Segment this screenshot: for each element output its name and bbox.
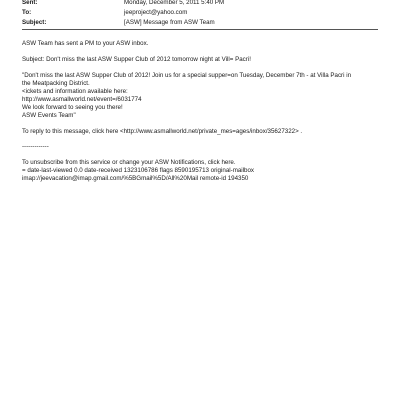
message-subject-line: Subject: Don't miss the last ASW Supper Club of 2012 tomorrow night at Vill= Pacri!: [22, 55, 251, 63]
separator-line: -------------: [22, 143, 49, 151]
email-body: [22, 40, 382, 191]
event-link[interactable]: http://www.asmallworld.net/event=/6031774: [22, 95, 142, 103]
quote-line: <ickets and information available here:: [22, 87, 128, 95]
sent-row: [22, 0, 382, 8]
quote-line: the Meatpacking District.: [22, 79, 90, 87]
sent-label: Sent:: [22, 0, 38, 7]
email-header: [22, 0, 382, 28]
reply-line[interactable]: To reply to this message, click here <http://www.asmallworld.net/private_mes=ages/inbox/35627322> .: [22, 127, 303, 135]
quote-line: We look forward to seeing you there!: [22, 103, 123, 111]
intro-text: ASW Team has sent a PM to your ASW inbox.: [22, 40, 149, 47]
footer-line: imap://jeevacation@imap.gmail.com/%5BGmail%5D/All%20Mail remote-id 194350: [22, 175, 249, 183]
to-label: To:: [22, 9, 32, 17]
to-value: jeeproject@yahoo.com: [124, 9, 188, 17]
subject-label: Subject:: [22, 19, 47, 27]
footer-line: = date-last-viewed 0.0 date-received 1323106786 flags 8590195713 original-mailbox: [22, 167, 255, 175]
message-quote: [22, 72, 382, 120]
quote-line: ASW Events Team": [22, 111, 76, 119]
unsubscribe-link[interactable]: To unsubscribe from this service or change your ASW Notifications, click here.: [22, 159, 236, 167]
quote-line: "Don't miss the last ASW Supper Club of 2012! Join us for a special supper=on Tuesday, December 7th - at Villa Pacri in: [22, 71, 352, 79]
sent-value: Monday, December 5, 2011 5:40 PM: [124, 0, 225, 7]
header-divider: [22, 29, 378, 30]
to-row: [22, 8, 382, 18]
subject-value: [ASW] Message from ASW Team: [124, 19, 215, 27]
footer-block: [22, 159, 382, 183]
subject-row: [22, 18, 382, 28]
